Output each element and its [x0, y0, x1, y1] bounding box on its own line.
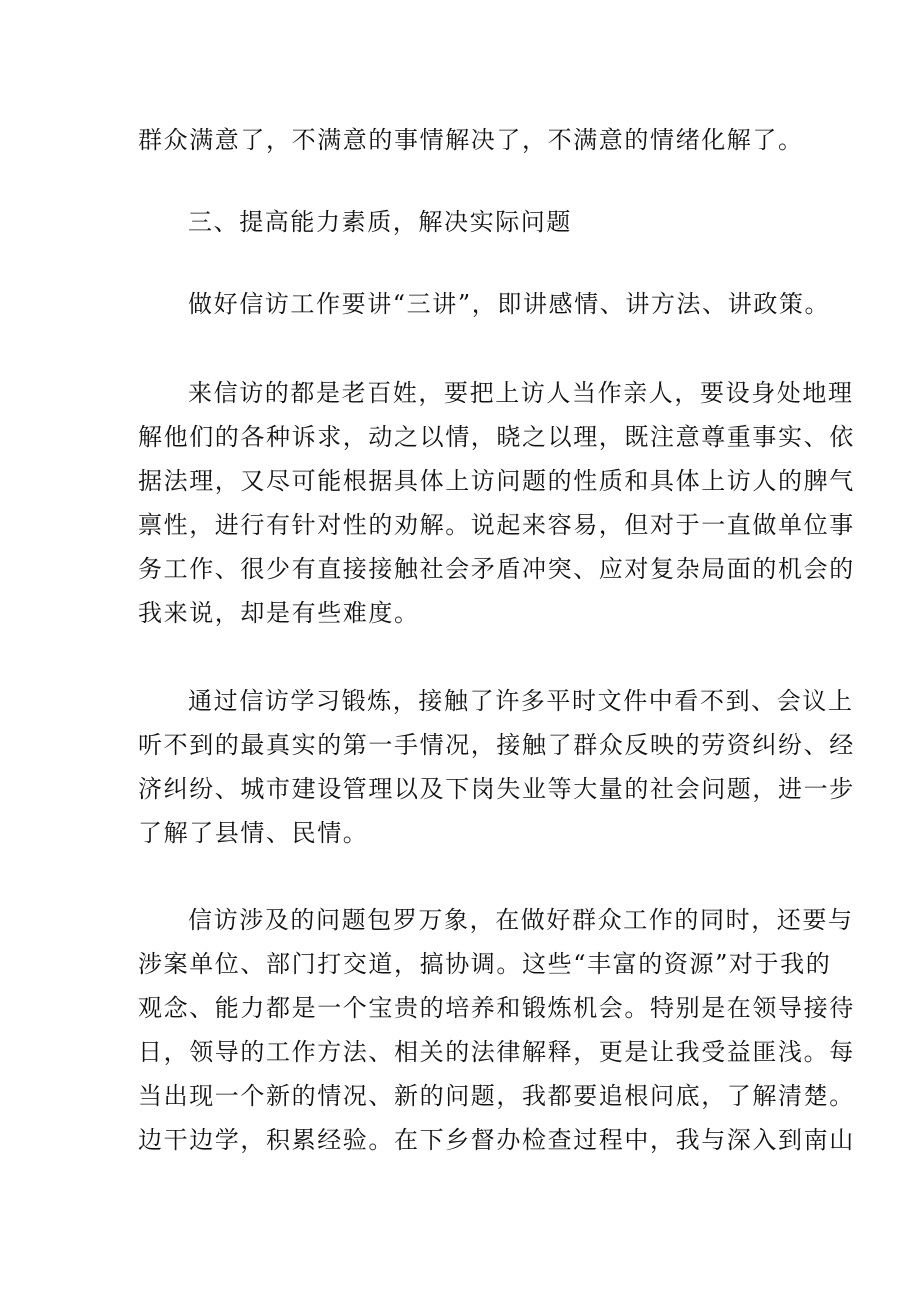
- heading-text: 三、提高能力素质，解决实际问题: [188, 208, 572, 236]
- text-line: 务工作、很少有直接接触社会矛盾冲突、应对复杂局面的机会的: [138, 555, 855, 583]
- text-line: 通过信访学习锻炼，接触了许多平时文件中看不到、会议上: [188, 687, 854, 715]
- text-line: 信访涉及的问题包罗万象，在做好群众工作的同时，还要与: [188, 906, 854, 934]
- text-line: 我来说，却是有些难度。: [138, 599, 420, 627]
- text-line: 了解了县情、民情。: [138, 819, 369, 847]
- text-line: 观念、能力都是一个宝贵的培养和锻炼机会。特别是在领导接待: [138, 994, 855, 1022]
- paragraph-issues: [138, 898, 855, 1162]
- section-heading: [138, 200, 798, 244]
- text-line: 日，领导的工作方法、相关的法律解释，更是让我受益匪浅。每: [138, 1038, 855, 1066]
- text-line: 据法理，又尽可能根据具体上访问题的性质和具体上访人的脾气: [138, 467, 855, 495]
- text-line: 听不到的最真实的第一手情况，接触了群众反映的劳资纠纷、经: [138, 731, 855, 759]
- text-line: 来信访的都是老百姓，要把上访人当作亲人，要设身处地理: [188, 379, 854, 407]
- text-line: 涉案单位、部门打交道，搞协调。这些“丰富的资源”对于我的: [138, 950, 832, 978]
- text-line: 济纠纷、城市建设管理以及下岗失业等大量的社会问题，进一步: [138, 775, 855, 803]
- text-line: 群众满意了，不满意的事情解决了，不满意的情绪化解了。: [138, 126, 804, 154]
- paragraph-three-principles: [138, 282, 831, 326]
- paragraph-training: [138, 679, 855, 855]
- text-line: 做好信访工作要讲“三讲”，即讲感情、讲方法、讲政策。: [188, 290, 831, 318]
- text-line: 边干边学，积累经验。在下乡督办检查过程中，我与深入到南山: [138, 1126, 855, 1154]
- text-line: 解他们的各种诉求，动之以情，晓之以理，既注意尊重事实、依: [138, 423, 855, 451]
- paragraph-continuation: [138, 118, 804, 162]
- text-line: 当出现一个新的情况、新的问题，我都要追根问底，了解清楚。: [138, 1082, 855, 1110]
- text-line: 禀性，进行有针对性的劝解。说起来容易，但对于一直做单位事: [138, 511, 855, 539]
- paragraph-visitors: [138, 371, 855, 635]
